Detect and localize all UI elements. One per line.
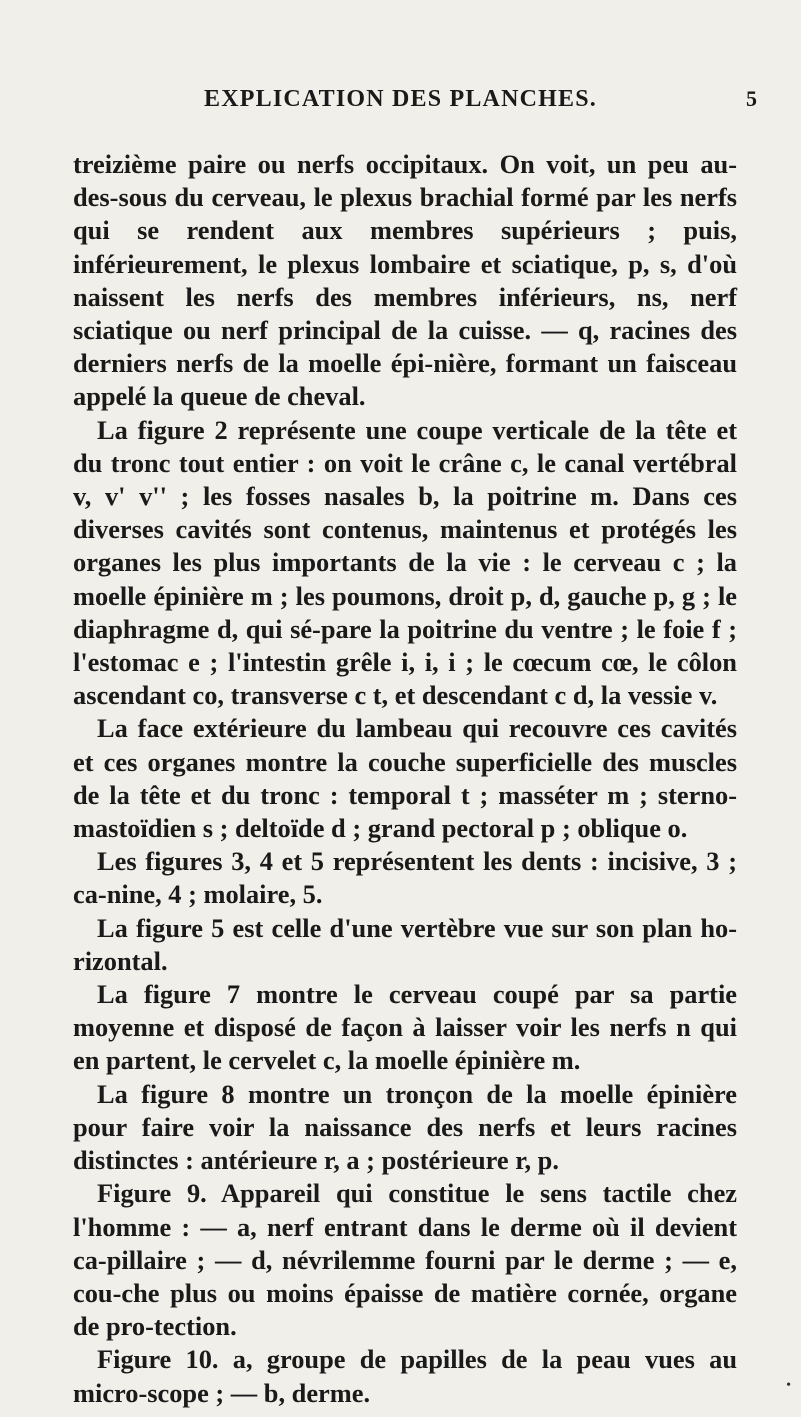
paragraph-figure-9: Figure 9. Appareil qui constitue le sens tactile chez l'homme : — a, nerf entrant dans le derme où il devient ca-pillaire ; — d, névrilemme fourni par le derme ; — e, cou-che plus ou moins épaisse de matière cornée, organe de pro-tection. — [73, 1178, 737, 1342]
print-speck: • — [786, 1378, 791, 1393]
paragraph-figure-2: La figure 2 représente une coupe verticale de la tête et du tronc tout entier : on voit le crâne c, le canal vertébral v, v' v'' ; les fosses nasales b, la poitrine m. Dans ces diverses cavités sont contenus, maintenus et protégés les organes les plus importants de la vie : le cerveau c ; la moelle épinière m ; les poumons, droit p, d, gauche p, g ; le diaphragme d, qui sé-pare la poitrine du ventre ; le foie f ; l'estomac e ; l'intestin grêle i, i, i ; le cœcum cœ, le côlon ascendant co, transverse c t, et descendant c d, la vessie v. — [73, 414, 737, 711]
body-text — [73, 148, 737, 1410]
paragraph-teeth: Les figures 3, 4 et 5 représentent les dents : incisive, 3 ; ca-nine, 4 ; molaire, 5. — [73, 846, 737, 910]
paragraph-figure-8: La figure 8 montre un tronçon de la moelle épinière pour faire voir la naissance des nerfs et leurs racines distinctes : antérieure r, a ; postérieure r, p. — [73, 1078, 737, 1176]
paragraph-vertebra: La figure 5 est celle d'une vertèbre vue sur son plan ho-rizontal. — [73, 912, 737, 976]
page-header — [0, 86, 801, 116]
paragraph-muscles: La face extérieure du lambeau qui recouvre ces cavités et ces organes montre la couche superficielle des muscles de la tête et du tronc : temporal t ; masséter m ; sterno-mastoïdien s ; deltoïde d ; grand pectoral p ; oblique o. — [73, 713, 737, 844]
paragraph-figure-7: La figure 7 montre le cerveau coupé par sa partie moyenne et disposé de façon à laisser voir les nerfs n qui en partent, le cervelet c, la moelle épinière m. — [73, 979, 737, 1076]
page-number: 5 — [746, 86, 757, 111]
running-title: EXPLICATION DES PLANCHES. — [204, 86, 597, 112]
paragraph-nerves: treizième paire ou nerfs occipitaux. On voit, un peu au-des-sous du cerveau, le plexus brachial formé par les nerfs qui se rendent aux membres supérieurs ; puis, inférieurement, le plexus lombaire et sciatique, p, s, d'où naissent les nerfs des membres inférieurs, ns, nerf sciatique ou nerf principal de la cuisse. — q, racines des derniers nerfs de la moelle épi-nière, formant un faisceau appelé la queue de cheval. — [73, 149, 737, 412]
paragraph-figure-10: Figure 10. a, groupe de papilles de la peau vues au micro-scope ; — b, derme. — [73, 1344, 737, 1408]
